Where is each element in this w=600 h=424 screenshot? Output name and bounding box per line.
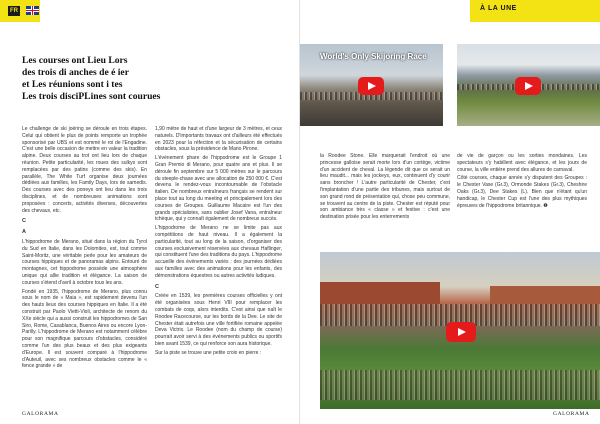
article-headline — [22, 55, 292, 103]
left-footer-brand: GALORAMA — [22, 411, 59, 417]
british-flag-icon[interactable] — [26, 6, 39, 15]
building-decoration — [320, 282, 440, 304]
text-column-1 — [22, 126, 147, 408]
col3-paragraph-1: la Roodee Stone. Elle marquerait l'endroit où une princesse galloise serait morte lors d'un cortège, victime d'un accident de cheval. La légende dit que ce serait un lieu maudit... mais les jockeys, eux, continuent d'y courir sans broncher ! L'autre particularité de Chester, c'est l'implantation d'une partie des tribunes, mais surtout de son grand rond de présentation qui, chose peu commune, se trouvent au centre de la piste. Chester est réputé pour son ambiance très « classe » et festive : c'est une destination prisée pour les enterrements — [320, 153, 450, 221]
text-column-3 — [320, 153, 450, 248]
col1-paragraph-3: Fondé en 1935, l'hippodrome de Merano, plus connu sous le nom de « Maia », est rapidement devenu l'un des hauts lieux des courses hippiques en Italie. Il a été construit par Paolo Vietti-Violi, architecte de renom du XXe siècle qui a aussi construit les hippodromes de San Siro, Rome, Casablanca, Buenos Aires ou encore Lyon-Parilly. L'hippodrome de Merano est notamment célèbre pour son magnifique parcours d'obstacles, considéré comme l'un des plus beaux et des plus exigeants d'Europe. Il est souvent comparé à l'hippodrome d'Auteuil, avec ses nombreux obstacles comme le « fence grande » de — [22, 288, 147, 370]
video-thumbnail-skijoring[interactable] — [300, 44, 443, 126]
col2-paragraph-3: L'hippodrome de Merano ne se limite pas aux compétitions de haut niveau. Il a également la particularité, tout au long de la saison, d'organiser des courses exclusivement réservées aux chevaux Haflinger, qui constituent l'une des traditions du pays. L'hippodrome accueille des événements variés : des journées dédiées aux familles avec des animations pour les enfants, des démonstrations équestres ou autres activités ludiques. — [155, 225, 282, 279]
video-title: World's Only Skijoring Race — [320, 52, 427, 61]
building-decoration — [490, 286, 600, 306]
col2-paragraph-1: 1,90 mètre de haut et d'une largeur de 3 mètres, et ceux naturels. D'importants travaux ont d'ailleurs été effectués en 2023 pour la réfection et la sécurisation de certains obstacles, sous la présidence de Mario Pirone. — [155, 126, 282, 153]
right-top-bar — [470, 0, 600, 22]
headline-line-2: des trois di anches de é ier — [22, 67, 129, 78]
text-column-2 — [155, 126, 282, 408]
col2-section-letter: C — [155, 283, 159, 290]
col2-paragraph-4: Créée en 1539, les premières courses officielles y ont été organisées sous Henri VIII pour remplacer les combats de coqs, alors interdits. C'est ainsi que naît le Roodee Racecourse, sur les bords de la Dee. Le site de Chester était autrefois une ville fortifiée romaine appelée Deva Victrix. Le Roodee (nom du champ de course) pourrait avoir servi à des événements publics ou sportifs bien avant 1539, ce qui renforce son aura historique. — [155, 293, 282, 347]
video-thumbnail-chester[interactable] — [320, 252, 600, 409]
headline-line-1: Les courses ont Lieu Lors — [22, 55, 128, 66]
play-button-icon[interactable] — [446, 322, 476, 342]
col2-paragraph-5: Sur la piste se trouve une petite croix en pierre : — [155, 349, 262, 356]
col1-paragraph-1: Le challenge de ski joëring se déroule en trois étapes. Celui qui obtient le plus de points remporte un trophée sponsorisé par UBS et est nommé le roi de l'Engadine. C'est une belle occasion de mettre en valeur la tradition alpine. Deux courses au trot ont lieu lors de chaque réunion. Petite particularité, les roues des sulkys sont remplacées par des patins (comme des skis). En parallèle, The White Turf organise deux journées dédiées aux familles, les Family Days, lors de samedis. Des courses avec des poneys ont lieu dans les trois disciplines, et de nombreuses animations sont proposées : concerts, activités diverses, découvertes des chevaux, etc. — [22, 126, 147, 214]
play-button-icon[interactable] — [515, 77, 541, 95]
col4-paragraph-1: de vie de garçon ou les sorties mondaines. Les spectateurs s'y habillent avec élégance, et les jours de course, la ville entière prend des allures de carnaval. — [457, 153, 587, 173]
col4-paragraph-2: Côté courses, chaque année s'y disputent des Groupes : le Chester Vase (Gr.3), Ormonde Stakes (Gr.3), Cheshire Oaks (Gr.3), Dee Stakes (L). Bien que n'étant qu'un handicap, le Chester Cup est l'une des plus mythiques épreuves de l'hippodrome britannique. ❶ — [457, 175, 587, 209]
right-footer-brand: GALORAMA — [553, 411, 590, 417]
col1-section-letter-2: A — [22, 229, 26, 236]
play-button-icon[interactable] — [358, 77, 384, 95]
video-thumbnail-merano[interactable] — [457, 44, 600, 126]
col1-section-letter-1: C — [22, 218, 26, 225]
crowd-decoration — [320, 370, 600, 400]
col2-paragraph-2: L'événement phare de l'hippodrome est le Groupe 1 Gran Premio di Merano, pour quatre ans et plus. Il se déroule fin septembre sur 5 000 mètres sur le parcours du steeple-chase avec une allocation de 250 000 €. C'est devenu le rendez-vous incontournable de l'obstacle italien. De nombreux entraîneurs français se rendent sur place tout au long du meeting et principalement lors des courses de Groupes. Guillaume Macaire est l'un des grands spécialistes, sans oublier Josef Vana, entraîneur tchèque, qui y connaît également de nombreux succès. — [155, 155, 282, 223]
french-flag-icon[interactable]: FR — [10, 8, 18, 14]
left-top-bar — [0, 0, 40, 22]
section-label: À LA UNE — [480, 5, 517, 12]
headline-line-4: Les trois disciPLines sont courues — [22, 91, 161, 102]
headline-line-3: et Les réunions sont i tes — [22, 79, 123, 90]
col1-paragraph-2: L'hippodrome de Merano, situé dans la région du Tyrol du Sud en Italie, dans les Dolomites, est, tout comme Saint-Moritz, une véritable perle pour les amateurs de courses hippiques et de panoramas alpins. Entouré de montagnes, cet hippodrome possède une atmosphère unique qui allie tradition et élégance. La saison de courses s'étend d'avril à octobre tous les ans. — [22, 238, 147, 286]
text-column-4 — [457, 153, 587, 248]
